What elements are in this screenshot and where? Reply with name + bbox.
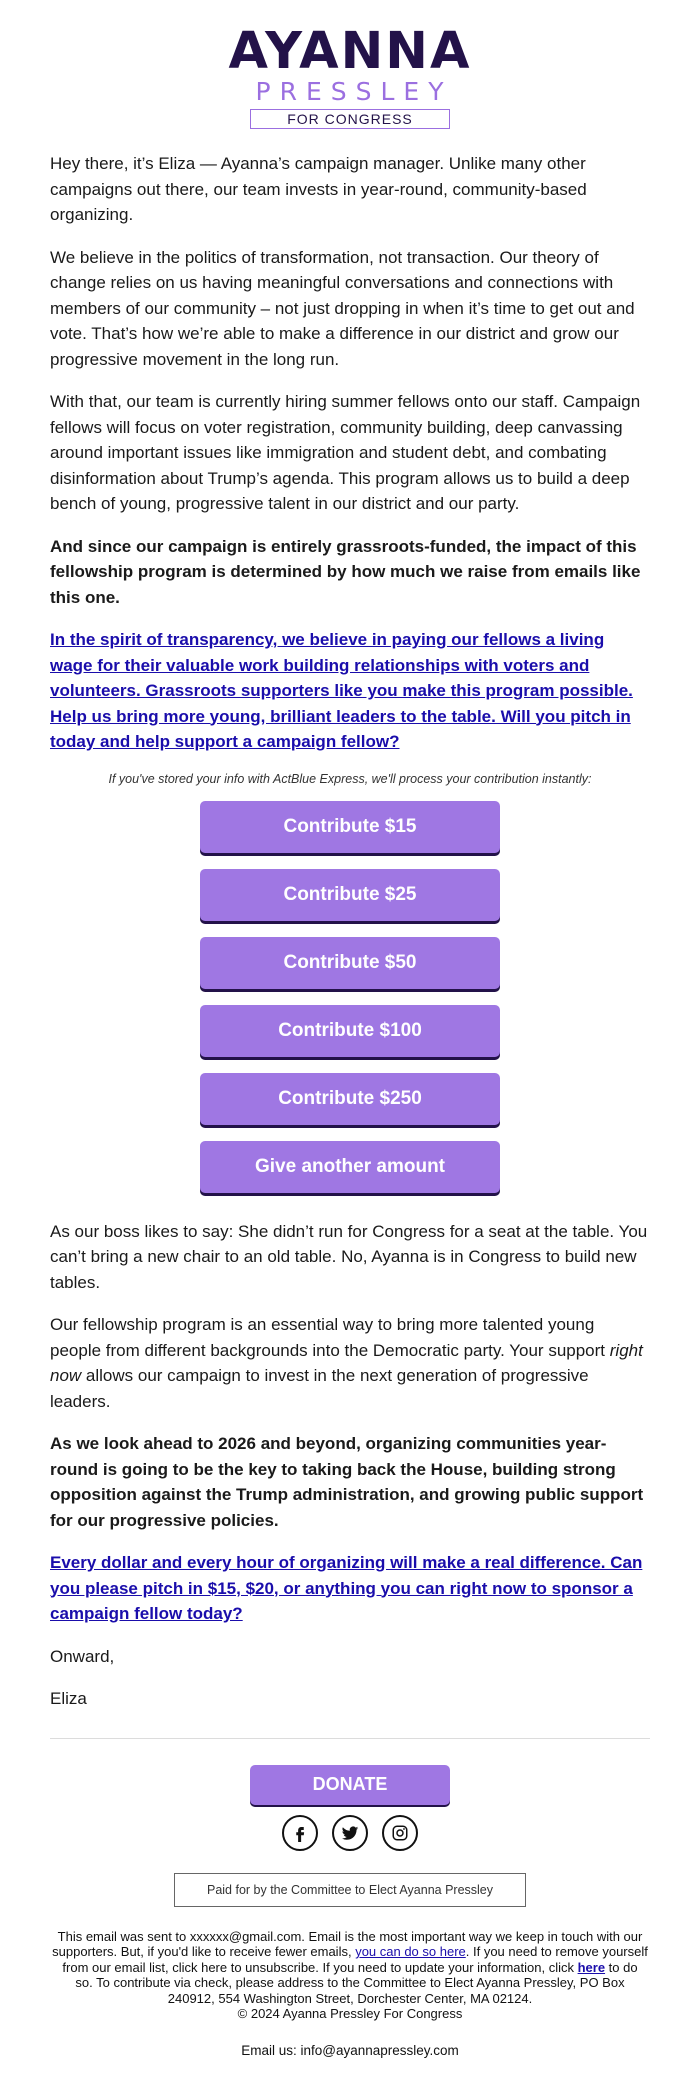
intro-paragraph: Hey there, it’s Eliza — Ayanna’s campaign manager. Unlike many other campaigns out there, our team invests in year-round, community-based organizing. [50, 154, 587, 224]
signature: Eliza [50, 1689, 87, 1708]
grassroots-paragraph: And since our campaign is entirely grassroots-funded, the impact of this fellowship program is determined by how much we raise from emails like this one. [50, 536, 641, 607]
signoff: Onward, [50, 1646, 115, 1666]
look-ahead-paragraph: As we look ahead to 2026 and beyond, organizing communities year-round is going to be the key to taking back the House, building strong opposition against the Trump administration, and growing public support for our progressive policies. [50, 1434, 644, 1530]
donate-wrap [0, 1765, 700, 1805]
paid-for-disclaimer: Paid for by the Committee to Elect Ayanna Pressley [174, 1873, 526, 1907]
footer-sent-text-3: to do so. To contribute via check, please address to the Committee to Elect Ayanna Pressley, PO Box 240912, 554 Washington Street, Dorchester Center, MA 02124. [75, 1959, 638, 2006]
give-another-amount-button[interactable]: Give another amount [200, 1141, 500, 1193]
copyright: © 2024 Ayanna Pressley For Congress [237, 2006, 463, 2021]
contribute-250-button[interactable]: Contribute $250 [200, 1073, 500, 1125]
footer-text [0, 1929, 700, 2022]
contribution-buttons [50, 801, 650, 1209]
sponsor-fellow-link[interactable]: Every dollar and every hour of organizing will make a real difference. Can you please pitch in $15, $20, or anything you can right now to sponsor a campaign fellow today? [50, 1553, 643, 1623]
contribute-25-button[interactable]: Contribute $25 [200, 869, 500, 921]
transformation-paragraph: We believe in the politics of transformation, not transaction. Our theory of change relies on us having meaningful conversations and connections with members of our community – not just dropping in when it’s time to get out and vote. That’s how we’re able to make a difference in our district and grow our progressive movement in the long run. [50, 247, 635, 369]
donate-button[interactable]: DONATE [250, 1765, 450, 1805]
every-dollar-paragraph [50, 1550, 650, 1627]
actblue-note: If you've stored your info with ActBlue Express, we'll process your contribution instantly: [108, 771, 592, 786]
logo-name: AYANNA [228, 22, 472, 81]
fellowship-program-paragraph [50, 1312, 650, 1414]
right-now-emphasis: right now [50, 1340, 643, 1385]
footer-sent-text-1: This email was sent to xxxxxx@gmail.com. Email is the most important way we keep in touch with our supporters. But, if you'd like to receive fewer emails, [52, 1928, 643, 1959]
support-text-start: Our fellowship program is an essential way to bring more talented young people from different backgrounds into the Democratic party. Your support [50, 1315, 610, 1360]
paid-for-wrap [0, 1873, 700, 1907]
email-us: Email us: info@ayannapressley.com [241, 2042, 459, 2058]
transparency-link[interactable]: In the spirit of transparency, we believe in paying our fellows a living wage for their valuable work building relationships with voters and volunteers. Grassroots supporters like you make this program possible. Help us bring more young, brilliant leaders to the table. Will you pitch in today and help support a campaign fellow? [50, 630, 633, 751]
footer-divider [50, 1738, 650, 1739]
facebook-icon[interactable] [282, 1815, 318, 1851]
social-links [0, 1815, 700, 1851]
support-text-end: allows our campaign to invest in the next generation of progressive leaders. [50, 1366, 589, 1411]
instagram-icon[interactable] [382, 1815, 418, 1851]
contribute-50-button[interactable]: Contribute $50 [200, 937, 500, 989]
fellows-paragraph: With that, our team is currently hiring summer fellows onto our staff. Campaign fellows will focus on voter registration, community building, deep canvassing around important issues like immigration and student debt, and combating disinformation about Trump’s agenda. This program allows us to build a deep bench of young, progressive talent in our district and our party. [50, 392, 641, 513]
contribute-100-button[interactable]: Contribute $100 [200, 1005, 500, 1057]
twitter-icon[interactable] [332, 1815, 368, 1851]
update-info-link[interactable]: here [577, 1959, 606, 1975]
footer-sent-text-2: . If you need to remove yourself from our email list, click here to unsubscribe. If you need to update your information, click [62, 1944, 648, 1975]
logo-tagline: FOR CONGRESS [250, 109, 450, 129]
transparency-paragraph [50, 627, 650, 755]
contribute-15-button[interactable]: Contribute $15 [200, 801, 500, 853]
fewer-emails-link[interactable]: you can do so here [355, 1944, 466, 1959]
email-body [0, 151, 700, 1712]
logo-surname: PRESSLEY [255, 77, 453, 106]
campaign-logo [0, 0, 700, 129]
boss-quote-paragraph: As our boss likes to say: She didn’t run for Congress for a seat at the table. You can’t bring a new chair to an old table. No, Ayanna is in Congress to build new tables. [50, 1221, 648, 1292]
